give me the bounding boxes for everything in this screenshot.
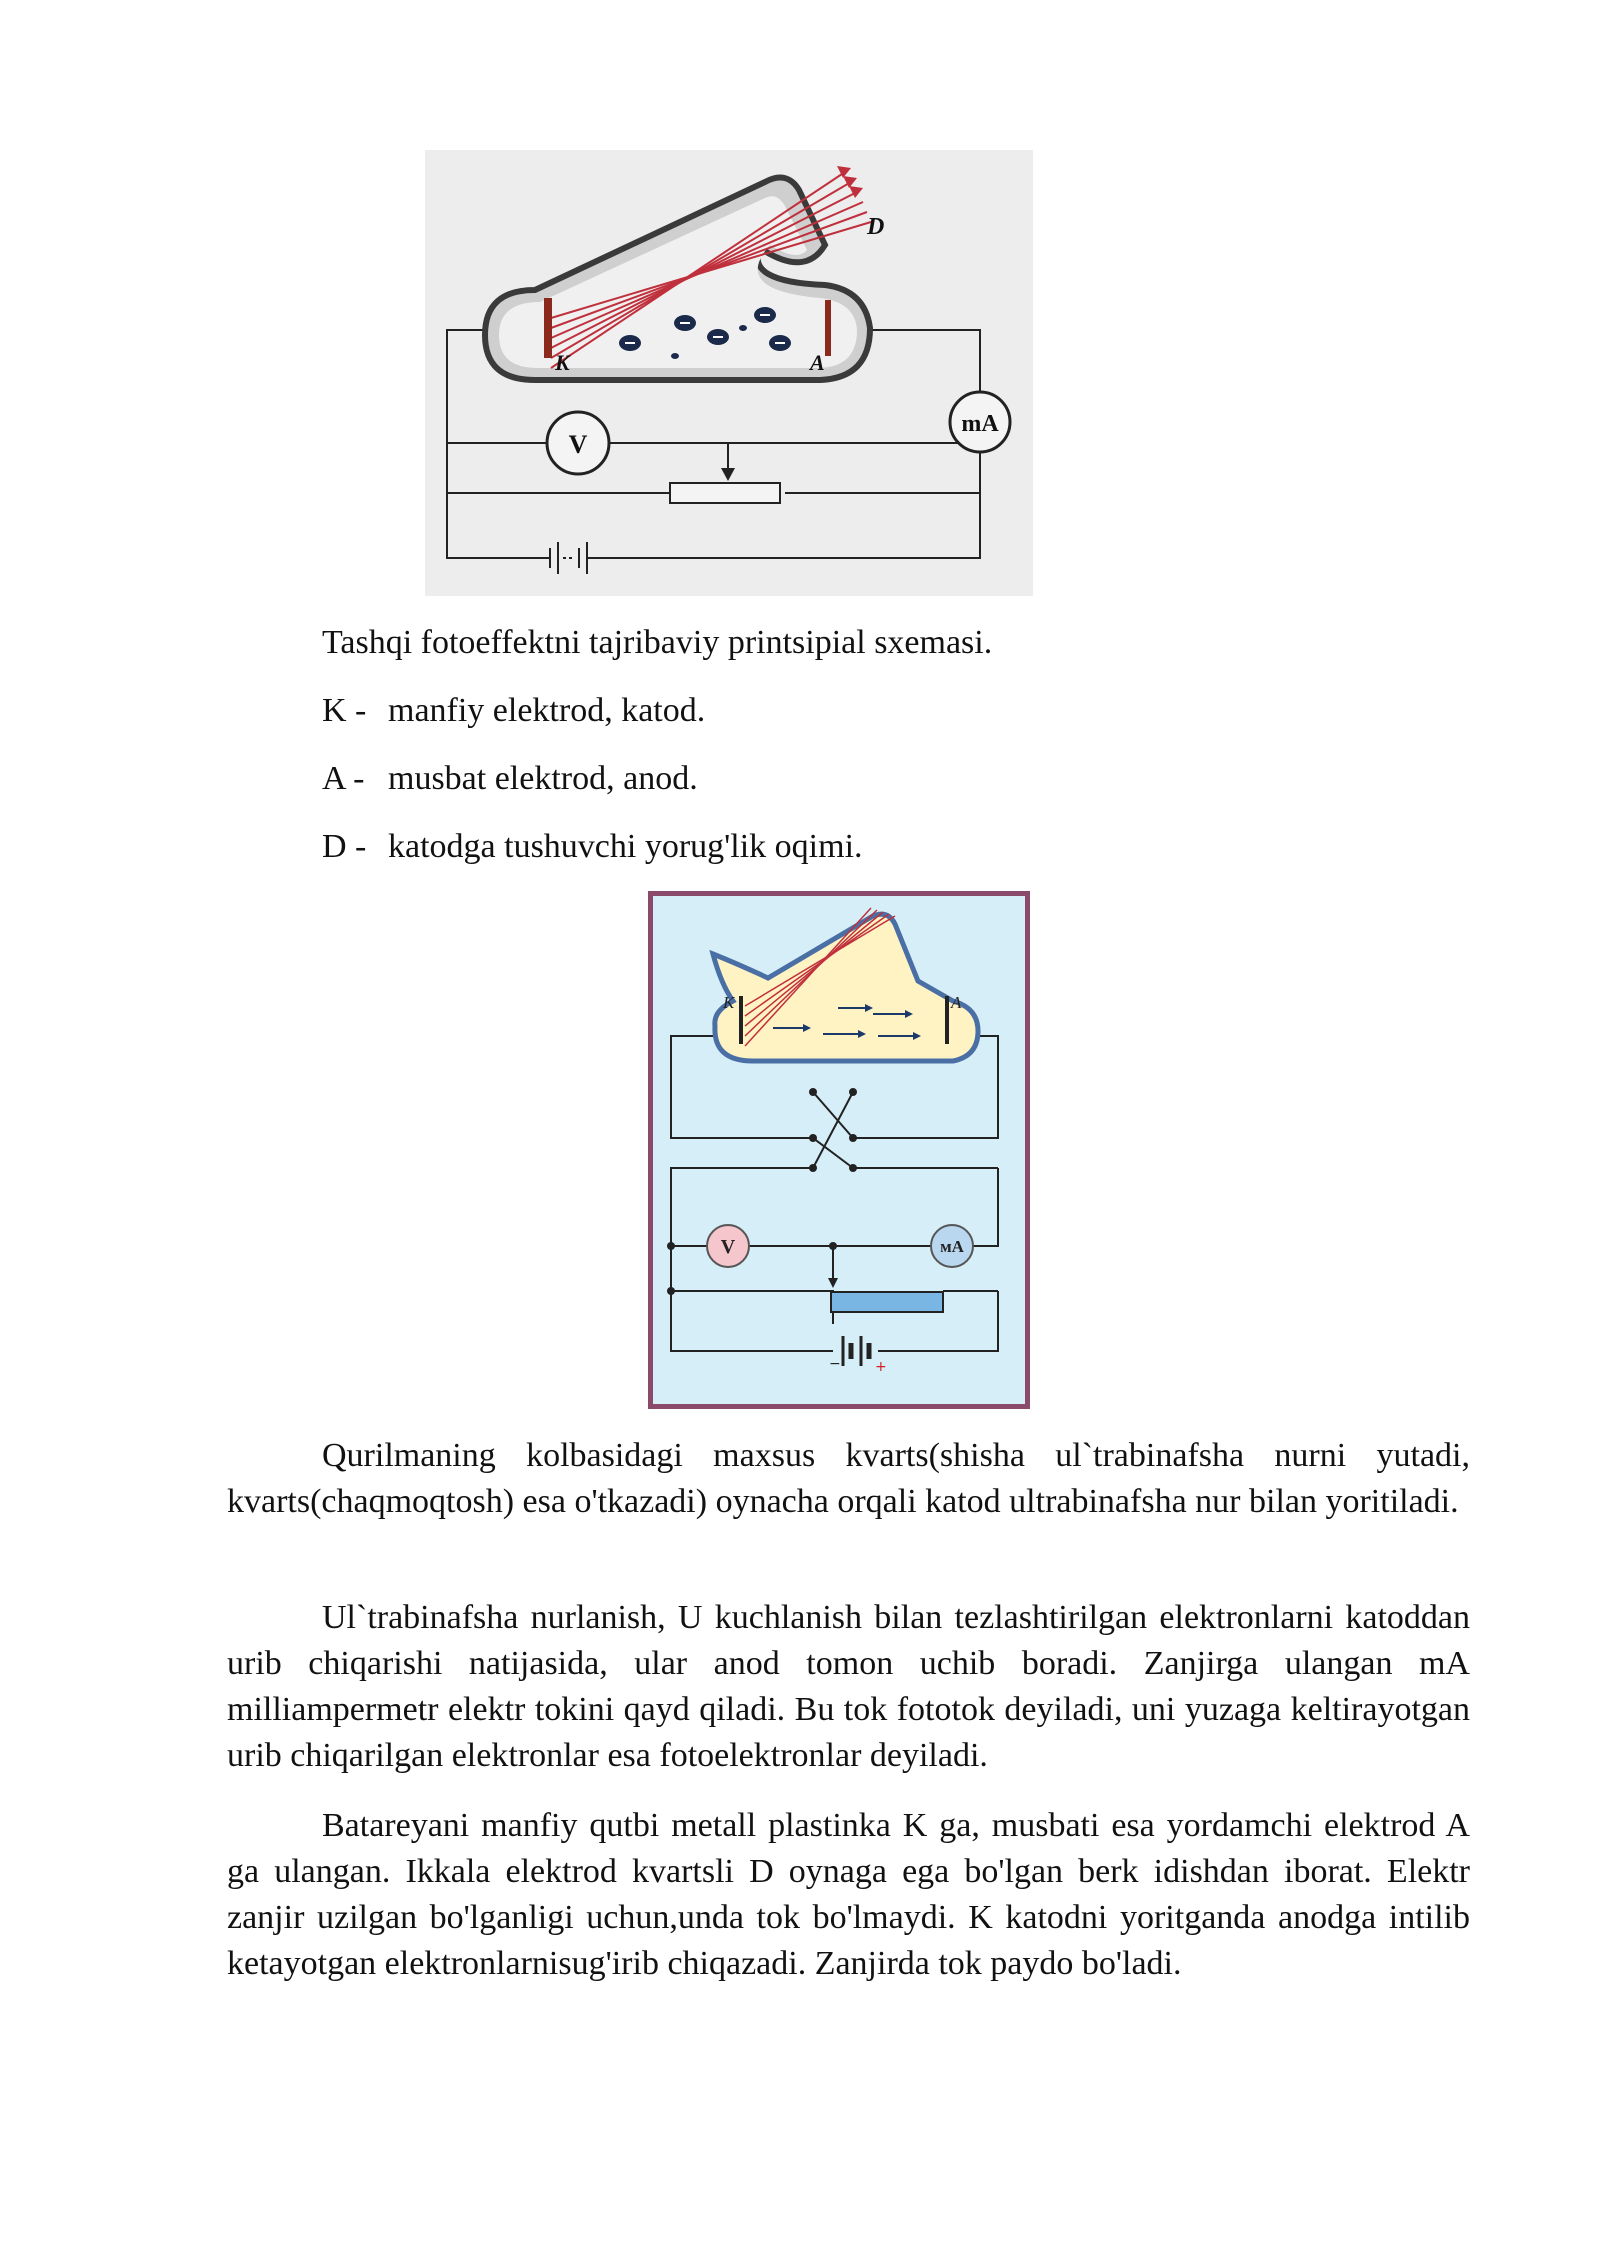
light-label: D bbox=[867, 214, 885, 240]
legend-text: musbat elektrod, anod. bbox=[388, 760, 698, 797]
anode-plate bbox=[825, 300, 831, 356]
ammeter-label: mA bbox=[961, 411, 999, 437]
legend-key: D - bbox=[322, 828, 367, 865]
anode-plate bbox=[945, 996, 949, 1044]
figure-caption: Tashqi fotoeffektni tajribaviy printsipial sxemasi. bbox=[322, 624, 993, 661]
ray-arrowheads bbox=[837, 166, 863, 198]
ammeter-label: мA bbox=[940, 1237, 964, 1256]
cathode-label: K bbox=[723, 993, 735, 1012]
photoeffect-schematic-drawing bbox=[425, 150, 1033, 596]
legend-item-light bbox=[322, 827, 863, 867]
circuit-diagram-figure bbox=[648, 891, 1030, 1409]
legend-item-anode bbox=[322, 759, 698, 799]
voltmeter-label: V bbox=[720, 1236, 736, 1258]
circuit-diagram-drawing bbox=[653, 896, 1025, 1404]
voltmeter-label: V bbox=[568, 430, 588, 459]
anode-label: A bbox=[810, 350, 825, 375]
paragraph-3: Batareyani manfiy qutbi metall plastinka K ga, musbati esa yordamchi elektrod A ga ulangan. Ikkala elektrod kvartsli D oynaga ega bo'lgan berk idishdan iborat. Elektr zanjir uzilgan bo'lganligi uchun,unda tok bo'lmaydi. K katodni yoritganda anodga intilib ketayotgan elektronlarnisug'irib chiqazadi. Zanjirda tok paydo bo'ladi. bbox=[227, 1807, 1470, 1982]
rheostat bbox=[831, 1292, 943, 1312]
legend-key: K - bbox=[322, 692, 367, 729]
photoeffect-schematic-figure bbox=[425, 150, 1033, 596]
rheostat bbox=[670, 483, 780, 503]
battery-minus-label: − bbox=[829, 1356, 841, 1372]
legend-text: katodga tushuvchi yorug'lik oqimi. bbox=[388, 828, 863, 865]
legend-key: A - bbox=[322, 760, 365, 797]
cathode-label: K bbox=[555, 350, 570, 375]
cathode-plate bbox=[544, 298, 552, 358]
paragraph-2: Ul`trabinafsha nurlanish, U kuchlanish bilan tezlashtirilgan elektronlarni katoddan urib chiqarishi natijasida, ular anod tomon uchib boradi. Zanjirga ulangan mA milliampermetr elektr tokini qayd qiladi. Bu tok fototok deyiladi, uni yuzaga keltirayotgan urib chiqarilgan elektronlar esa fotoelektronlar deyiladi. bbox=[227, 1599, 1470, 1774]
battery-icon bbox=[550, 542, 587, 574]
battery-plus-label: + bbox=[875, 1359, 887, 1375]
paragraph-1: Qurilmaning kolbasidagi maxsus kvarts(shisha ul`trabinafsha nurni yutadi, kvarts(chaqmoqtosh) esa o'tkazadi) oynacha orqali katod ultrabinafsha nur bilan yoritiladi. bbox=[227, 1437, 1470, 1520]
legend-item-cathode bbox=[322, 691, 705, 731]
anode-label: A bbox=[951, 993, 962, 1012]
cathode-plate bbox=[739, 996, 743, 1044]
legend-text: manfiy elektrod, katod. bbox=[388, 692, 706, 729]
battery-icon bbox=[843, 1336, 869, 1366]
switch-contacts bbox=[667, 1088, 857, 1295]
